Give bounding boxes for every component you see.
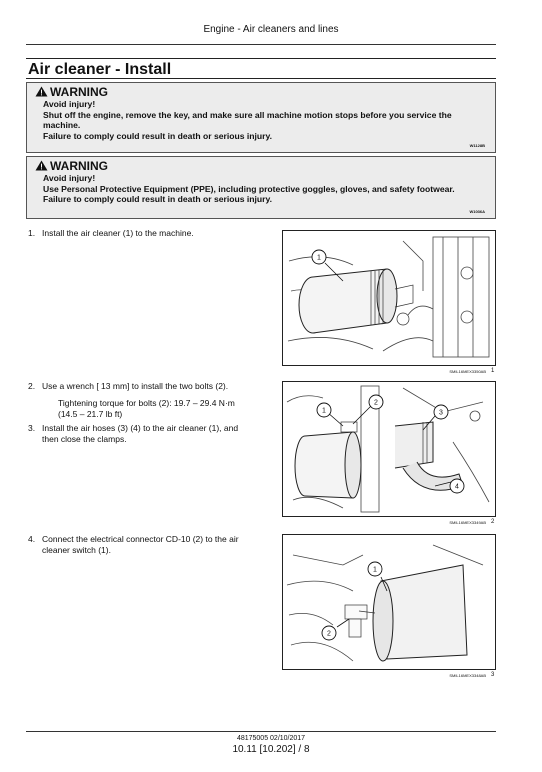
figure-2-number: 2 bbox=[491, 519, 495, 525]
step-text: cleaner switch (1). bbox=[42, 544, 111, 555]
figure-1-number: 1 bbox=[491, 368, 495, 374]
callout-1 bbox=[317, 403, 331, 417]
warning-text: Use Personal Protective Equipment (PPE), including protective goggles, gloves, and safety footwear. bbox=[43, 183, 455, 194]
svg-text:1: 1 bbox=[322, 407, 326, 415]
section-title: Air cleaner - Install bbox=[26, 58, 496, 79]
step-text: Install the air cleaner (1) to the machine. bbox=[42, 228, 194, 238]
warning-heading bbox=[35, 159, 487, 173]
torque-spec-metric: Tightening torque for bolts (2): 19.7 – 29.4 N·m bbox=[58, 398, 235, 408]
document-number: 48175005 02/10/2017 bbox=[236, 735, 306, 742]
callout-4 bbox=[450, 479, 464, 493]
warning-text: Avoid injury! bbox=[43, 99, 96, 109]
warning-text: Failure to comply could result in death or serious injury. bbox=[43, 194, 273, 204]
callout-1 bbox=[368, 562, 382, 576]
step-number: 4. bbox=[28, 534, 36, 544]
callout-3 bbox=[434, 405, 448, 419]
warning-text: machine. bbox=[43, 120, 81, 130]
figure-3-image bbox=[282, 534, 496, 670]
step-number: 3. bbox=[28, 423, 36, 433]
running-header: Engine - Air cleaners and lines bbox=[203, 24, 339, 35]
step-text: then close the clamps. bbox=[42, 433, 127, 444]
header-divider bbox=[26, 44, 496, 45]
svg-text:1: 1 bbox=[317, 254, 321, 262]
figure-1-caption: SMIL16MEX3350AB bbox=[449, 369, 486, 374]
warning-label: WARNING bbox=[50, 85, 108, 99]
step-text: Use a wrench [ 13 mm] to install the two bolts (2). bbox=[42, 381, 229, 391]
air-cleaner-switch-illustration bbox=[283, 535, 495, 669]
svg-text:4: 4 bbox=[455, 483, 459, 491]
air-cleaner-hoses-illustration bbox=[283, 382, 495, 516]
svg-text:1: 1 bbox=[373, 566, 377, 574]
air-cleaner-installed-illustration bbox=[283, 231, 495, 365]
warning-label: WARNING bbox=[50, 159, 108, 173]
callout-1 bbox=[312, 250, 326, 264]
warning-triangle-icon bbox=[35, 86, 48, 97]
step-text: Install the air hoses (3) (4) to the air cleaner (1), and bbox=[42, 423, 239, 433]
svg-text:2: 2 bbox=[374, 399, 378, 407]
torque-spec-imperial: (14.5 – 21.7 lb ft) bbox=[58, 408, 123, 419]
warning-code: W1036A bbox=[469, 209, 485, 214]
svg-text:2: 2 bbox=[327, 630, 331, 638]
figure-2-caption: SMIL16MEX3349AB bbox=[449, 520, 486, 525]
page-number: 10.11 [10.202] / 8 bbox=[232, 744, 310, 755]
step-4 bbox=[28, 534, 268, 555]
warning-text: Shut off the engine, remove the key, and make sure all machine motion stops before you service the bbox=[43, 109, 452, 120]
warning-text: Failure to comply could result in death or serious injury. bbox=[43, 130, 273, 141]
warning-code: W1128B bbox=[469, 143, 485, 148]
figure-2-image bbox=[282, 381, 496, 517]
step-number: 1. bbox=[28, 228, 36, 238]
figure-3-caption: SMIL16MEX3348AB bbox=[449, 673, 486, 678]
warning-text: Avoid injury! bbox=[43, 173, 96, 183]
step-1 bbox=[28, 228, 268, 239]
svg-text:3: 3 bbox=[439, 409, 443, 417]
step-number: 2. bbox=[28, 381, 36, 391]
step-2 bbox=[28, 381, 268, 392]
step-3 bbox=[28, 423, 268, 444]
warning-triangle-icon bbox=[35, 160, 48, 171]
callout-2 bbox=[322, 626, 336, 640]
figure-1-image bbox=[282, 230, 496, 366]
torque-spec bbox=[58, 398, 278, 419]
figure-3-number: 3 bbox=[491, 672, 495, 678]
callout-2 bbox=[369, 395, 383, 409]
footer-divider bbox=[26, 731, 496, 732]
step-text: Connect the electrical connector CD-10 (2) to the air bbox=[42, 534, 239, 544]
warning-box-1 bbox=[26, 82, 496, 153]
warning-heading bbox=[35, 85, 487, 99]
warning-box-2 bbox=[26, 156, 496, 219]
